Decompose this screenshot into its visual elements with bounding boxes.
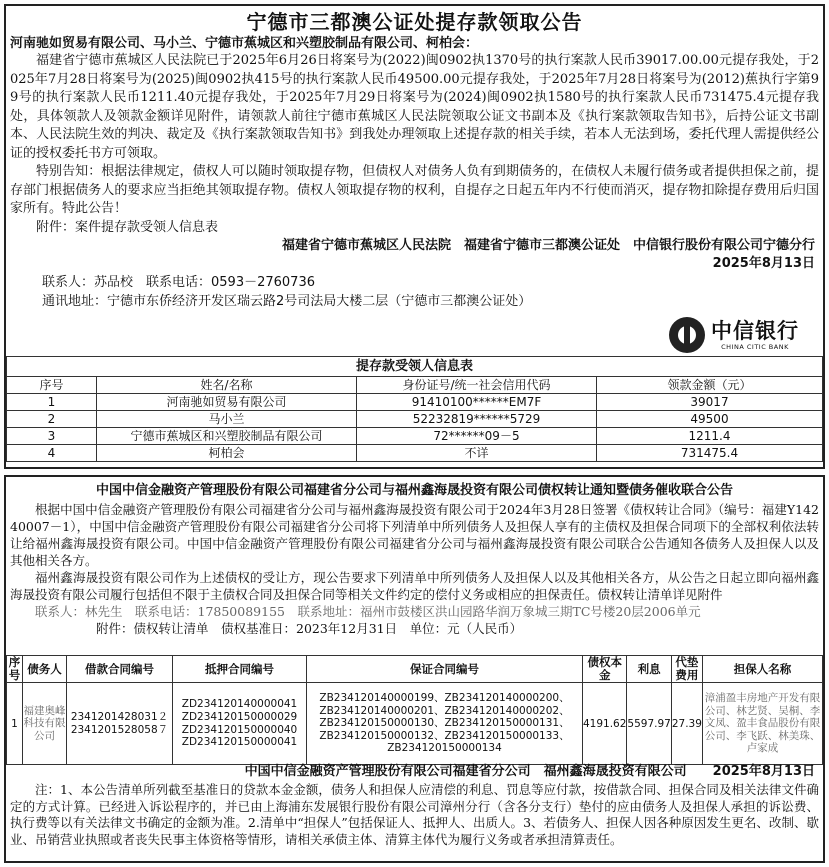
citic-emblem-icon: [669, 317, 705, 353]
col-header: 抵押合同编号: [173, 656, 307, 683]
recipient-info-table: [6, 356, 823, 462]
cell-amount: 731475.4: [597, 445, 823, 462]
cell-amount: 39017: [597, 394, 823, 411]
cell-loan-contracts: [67, 683, 173, 765]
mortgage-contract-no: ZD234120150000040: [181, 723, 298, 736]
notice-attachment-line: 附件：债权转让清单 债权基准日：2023年12月31日 单位：元（人民币）: [96, 621, 523, 636]
col-header: 姓名/名称: [97, 377, 357, 394]
col-header: 身份证号/统一社会信用代码: [357, 377, 597, 394]
cell-name: 河南驰如贸易有限公司: [97, 394, 357, 411]
col-header: 序号: [7, 656, 23, 683]
notice-demand-paragraph: 福州鑫海晟投资有限公司作为上述债权的受让方，现公告要求下列清单中所列债务人及担保人以及其他相关各方，从公告之日起立即向福州鑫海晟投资有限公司履行包括但不限于主债权合同及担保合同等相关文件约定的偿付义务或相应的担保责任。债权转让清单详见附件: [10, 570, 819, 602]
cell-guarantee-contracts: [307, 683, 583, 765]
cell-advance-fee: 27.39: [671, 683, 702, 765]
cell-principal: 4191.62: [583, 683, 627, 765]
col-header: 利息: [627, 656, 671, 683]
notice-body-paragraph: 根据中国中信金融资产管理股份有限公司福建省分公司与福州鑫海晟投资有限公司于2024年3月28日签署《债权转让合同》（编号：福建Y14240007－1），中国中信金融资产管理股份有限公司福建省分公司将下列清单中所列债务人及担保人享有的主债权及担保合同项下的全部权利依法转让给福州鑫海晟投资有限公司。中国中信金融资产管理股份有限公司福建省分公司与福州鑫海晟投资有限公司联合公告通知各债务人及担保人以及其他相关各方。: [10, 502, 819, 568]
cell-amount: 49500: [597, 411, 823, 428]
cell-interest: 5597.97: [627, 683, 671, 765]
cell-no: 3: [7, 428, 97, 445]
notice-contact: 联系人：林先生 联系电话：17850089155 联系地址：福州市鼓楼区洪山园路华润万象城三期TC号楼20层2006单元: [35, 604, 701, 619]
cell-no: 1: [7, 394, 97, 411]
guarantee-contract-no: ZB234120150000130、ZB234120150000131、: [319, 717, 570, 730]
table-row: [7, 428, 823, 445]
cell-guarantors: 漳浦盈丰房地产开发有限公司、林艺贤、吴桐、李文凤、盈丰食品股份有限公司、李飞跃、林美珠、卢家成: [702, 683, 822, 765]
notice-special-notice: 特别告知：根据法律规定，债权人可以随时领取提存物，但债权人对债务人负有到期债务的，在债权人未履行债务或者提供担保之前，提存部门根据债务人的要求应当拒绝其领取提存物。债权人领取提存物的权利，自提存之日起五年内不行使而消灭，提存物扣除提存费用后归国家所有。特此公告！: [10, 164, 819, 216]
cell-no: 1: [7, 683, 23, 765]
guarantee-contract-no: ZB234120140000199、ZB234120140000200、: [319, 692, 570, 705]
notice-body-paragraph: 福建省宁德市蕉城区人民法院已于2025年6月26日将案号为(2022)闽0902执1370号的执行案款人民币39017.00.00元提存我处，于2025年7月28日将案号为(2025)闽0902执415号的执行案款人民币49500.00元提存我处，于2025年7月28日将案号为(2012)蕉执行字第99号的执行案款人民币1211.40元提存我处，于2025年7月29日将案号为(2024)闽0902执1580号的执行案款人民币731475.4元提存我处，具体领款人及领款金额详见附件，请领款人前往宁德市蕉城区人民法院领取公证文书副本及《执行案款领取告知书》，后持公证文书副本、人民法院生效的判决、裁定及《执行案款领取告知书》到我处办理领取上述提存款的相关手续，若本人无法到场，委托代理人需提供经公证的授权委托书方可领取。: [10, 53, 819, 161]
notice-title: 中国中信金融资产管理股份有限公司福建省分公司与福州鑫海晟投资有限公司债权转让通知暨债务催收联合公告: [95, 483, 733, 498]
table-row: [7, 394, 823, 411]
col-header: 债务人: [23, 656, 67, 683]
debt-transfer-table: [6, 655, 823, 765]
loan-contract-no: 2341201528058７: [70, 723, 169, 736]
guarantee-contract-no: ZB234120150000134: [387, 742, 502, 755]
notice-addressee: 河南驰如贸易有限公司、马小兰、宁德市蕉城区和兴塑胶制品有限公司、柯柏会：: [10, 36, 479, 51]
mortgage-contract-no: ZD234120150000029: [181, 710, 298, 723]
table-row: [7, 683, 823, 765]
cell-mortgage-contracts: [173, 683, 307, 765]
cell-no: 4: [7, 445, 97, 462]
table-header-row: [7, 656, 823, 683]
cell-no: 2: [7, 411, 97, 428]
loan-contract-no: 2341201428031２: [70, 710, 169, 723]
col-header: 担保人名称: [702, 656, 822, 683]
mortgage-contract-no: ZD234120140000041: [181, 698, 298, 711]
citic-bank-logo: [669, 317, 799, 353]
col-header: 序号: [7, 377, 97, 394]
bank-logo-en: CHINA CITIC BANK: [721, 343, 789, 351]
col-header: 保证合同编号: [307, 656, 583, 683]
mortgage-contract-no: ZD234120150000041: [181, 736, 298, 749]
escrow-notice: [4, 4, 825, 469]
col-header: 代垫费用: [671, 656, 702, 683]
debt-transfer-notice: [4, 475, 825, 863]
table-row: [7, 445, 823, 462]
cell-id: 72******09－5: [357, 428, 597, 445]
notice-address: 通讯地址：宁德市东侨经济开发区瑞云路2号司法局大楼二层（宁德市三都澳公证处）: [42, 294, 532, 309]
table-header-row: [7, 377, 823, 394]
notice-title: 宁德市三都澳公证处提存款领取公告: [246, 10, 583, 34]
bank-logo-cn: 中信银行: [711, 319, 799, 343]
guarantee-contract-no: ZB234120140000201、ZB234120140000202、: [319, 704, 570, 717]
cell-id: 不详: [357, 445, 597, 462]
col-header: 借款合同编号: [67, 656, 173, 683]
notice-signers: 中国中信金融资产管理股份有限公司福建省分公司 福州鑫海晟投资有限公司 2025年8月13日: [244, 764, 815, 779]
notice-date: 2025年8月13日: [712, 256, 815, 271]
notice-contact: 联系人：苏品校 联系电话：0593－2760736: [42, 275, 315, 290]
notice-attachment-line: 附件：案件提存款受领人信息表: [36, 219, 219, 235]
col-header: 领款金额（元）: [597, 377, 823, 394]
notice-remarks: 注：1、本公告清单所列截至基准日的贷款本金金额，债务人和担保人应清偿的利息、罚息等应付款，按借款合同、担保合同及相关法律文件确定的方式计算。已经进入诉讼程序的，并已由上海浦东发展银行股份有限公司漳州分行（含各分支行）垫付的应由债务人及担保人承担的诉讼费、执行费等以有关法律文书确定的金额为准。2.清单中“担保人”包括保证人、抵押人、出质人。3、若债务人、担保人因各种原因发生更名、改制、歇业、吊销营业执照或者丧失民事主体资格等情形，请相关承债主体、清算主体代为履行义务或者承担清算责任。: [10, 782, 819, 847]
cell-id: 91410100******EM7F: [357, 394, 597, 411]
cell-name: 宁德市蕉城区和兴塑胶制品有限公司: [97, 428, 357, 445]
guarantee-contract-no: ZB234120150000132、ZB234120150000133、: [319, 729, 570, 742]
table-caption: 提存款受领人信息表: [7, 357, 823, 377]
cell-id: 52232819******5729: [357, 411, 597, 428]
notice-signers: 福建省宁德市蕉城区人民法院 福建省宁德市三都澳公证处 中信银行股份有限公司宁德分行: [281, 238, 815, 253]
cell-amount: 1211.4: [597, 428, 823, 445]
cell-name: 柯柏会: [97, 445, 357, 462]
table-row: [7, 411, 823, 428]
cell-name: 马小兰: [97, 411, 357, 428]
col-header: 债权本金: [583, 656, 627, 683]
cell-debtor: 福建奥峰科技有限公司: [23, 683, 67, 765]
